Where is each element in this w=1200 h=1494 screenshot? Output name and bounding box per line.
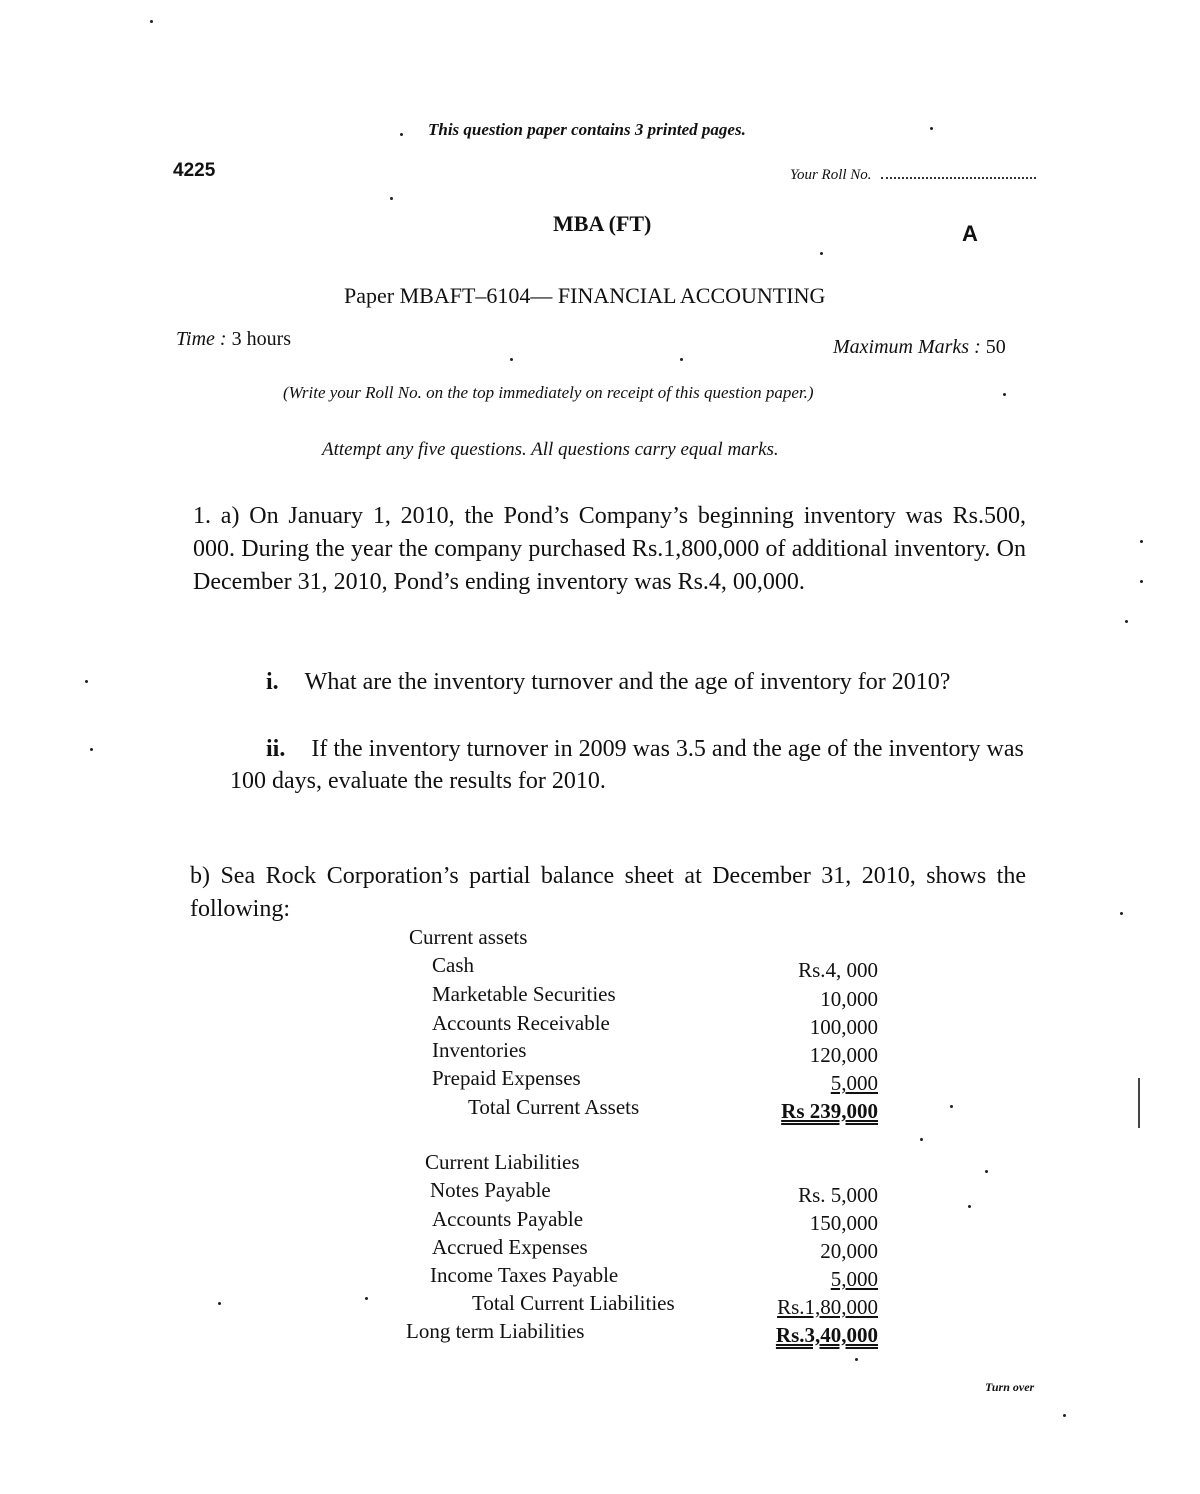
scan-speck bbox=[90, 748, 93, 751]
asset-value: 5,000 bbox=[830, 1071, 878, 1095]
current-liabilities-heading: Current Liabilities bbox=[425, 1150, 580, 1174]
attempt-instruction: Attempt any five questions. All questions carry equal marks. bbox=[322, 439, 779, 460]
question-1a-sub-i bbox=[230, 666, 1026, 698]
marks-line bbox=[833, 336, 1006, 359]
question-1b-text: b) Sea Rock Corporation’s partial balance sheet at December 31, 2010, shows the following: bbox=[190, 863, 1026, 922]
roll-instruction: (Write your Roll No. on the top immediately on receipt of this question paper.) bbox=[283, 383, 814, 402]
scan-speck bbox=[1125, 620, 1128, 623]
scan-speck bbox=[820, 252, 823, 255]
marks-value: 50 bbox=[985, 336, 1006, 358]
sub-i-number: i. bbox=[266, 669, 279, 695]
scan-speck bbox=[680, 358, 683, 361]
scan-speck bbox=[1120, 912, 1123, 915]
asset-value: 10,000 bbox=[820, 987, 878, 1011]
course-title: MBA (FT) bbox=[553, 211, 652, 236]
liability-label: Accrued Expenses bbox=[432, 1235, 588, 1259]
liability-label: Notes Payable bbox=[430, 1178, 551, 1202]
asset-value: 100,000 bbox=[809, 1015, 878, 1039]
scan-speck bbox=[218, 1302, 221, 1305]
scan-speck bbox=[930, 127, 933, 130]
liability-label: Accounts Payable bbox=[432, 1207, 584, 1231]
scan-speck bbox=[1140, 540, 1143, 543]
asset-label: Accounts Receivable bbox=[432, 1011, 610, 1035]
current-assets-heading: Current assets bbox=[409, 925, 528, 949]
scan-speck bbox=[855, 1358, 858, 1361]
total-current-liabilities-value: Rs.1,80,000 bbox=[777, 1295, 878, 1319]
scan-speck bbox=[920, 1138, 923, 1141]
turn-over-note: Turn over bbox=[985, 1380, 1035, 1394]
scan-speck bbox=[365, 1297, 368, 1300]
long-term-liabilities-value: Rs.3,40,000 bbox=[775, 1323, 878, 1347]
scan-speck bbox=[1003, 393, 1006, 396]
scan-speck bbox=[510, 358, 513, 361]
long-term-liabilities-label: Long term Liabilities bbox=[406, 1319, 585, 1343]
total-current-liabilities-label: Total Current Liabilities bbox=[472, 1291, 675, 1315]
paper-title: Paper MBAFT–6104— FINANCIAL ACCOUNTING bbox=[344, 283, 826, 308]
liability-value: 5,000 bbox=[830, 1267, 878, 1291]
asset-label: Marketable Securities bbox=[432, 982, 616, 1006]
asset-value: 120,000 bbox=[809, 1043, 878, 1067]
set-letter: A bbox=[962, 221, 978, 246]
liability-value: Rs. 5,000 bbox=[798, 1183, 878, 1207]
total-current-assets-label: Total Current Assets bbox=[468, 1095, 640, 1119]
sub-i-text: What are the inventory turnover and the age of inventory for 2010? bbox=[304, 669, 951, 695]
time-line bbox=[176, 328, 291, 351]
liability-value: 150,000 bbox=[809, 1211, 878, 1235]
scan-speck bbox=[390, 197, 393, 200]
roll-no-dotted-line bbox=[881, 177, 1036, 179]
scan-speck bbox=[400, 133, 403, 136]
question-1a-text: 1. a) On January 1, 2010, the Pond’s Company’s beginning inventory was Rs.500, 000. During the year the company purchased Rs.1,800,000 of additional inventory. On December 31, 2010, Pond’s ending inventory was Rs.4, 00,000. bbox=[193, 503, 1026, 595]
total-current-assets-value: Rs 239,000 bbox=[781, 1099, 878, 1123]
liability-value: 20,000 bbox=[820, 1239, 878, 1263]
liability-label: Income Taxes Payable bbox=[430, 1263, 619, 1287]
roll-no-label: Your Roll No. bbox=[790, 167, 872, 183]
asset-label: Cash bbox=[432, 953, 474, 977]
time-value: 3 hours bbox=[231, 328, 292, 350]
scan-speck bbox=[950, 1105, 953, 1108]
sub-ii-number: ii. bbox=[266, 736, 286, 762]
roll-no-field bbox=[790, 167, 1036, 184]
pages-note: This question paper contains 3 printed pages. bbox=[428, 120, 746, 139]
scan-speck bbox=[85, 680, 88, 683]
asset-value: Rs.4, 000 bbox=[798, 958, 878, 982]
asset-label: Prepaid Expenses bbox=[432, 1066, 581, 1090]
marks-label: Maximum Marks : bbox=[833, 336, 981, 358]
scan-speck bbox=[150, 20, 153, 23]
question-1a-sub-ii bbox=[230, 733, 1026, 797]
scan-speck bbox=[1140, 580, 1143, 583]
time-label: Time : bbox=[176, 328, 227, 350]
asset-label: Inventories bbox=[432, 1038, 527, 1062]
scan-edge-mark bbox=[1138, 1078, 1140, 1128]
paper-code: 4225 bbox=[173, 160, 216, 181]
scan-speck bbox=[968, 1205, 971, 1208]
scan-speck bbox=[1063, 1414, 1066, 1417]
scan-speck bbox=[985, 1170, 988, 1173]
sub-ii-text: If the inventory turnover in 2009 was 3.5 and the age of the inventory was 100 days, evaluate the results for 2010. bbox=[230, 736, 1024, 794]
